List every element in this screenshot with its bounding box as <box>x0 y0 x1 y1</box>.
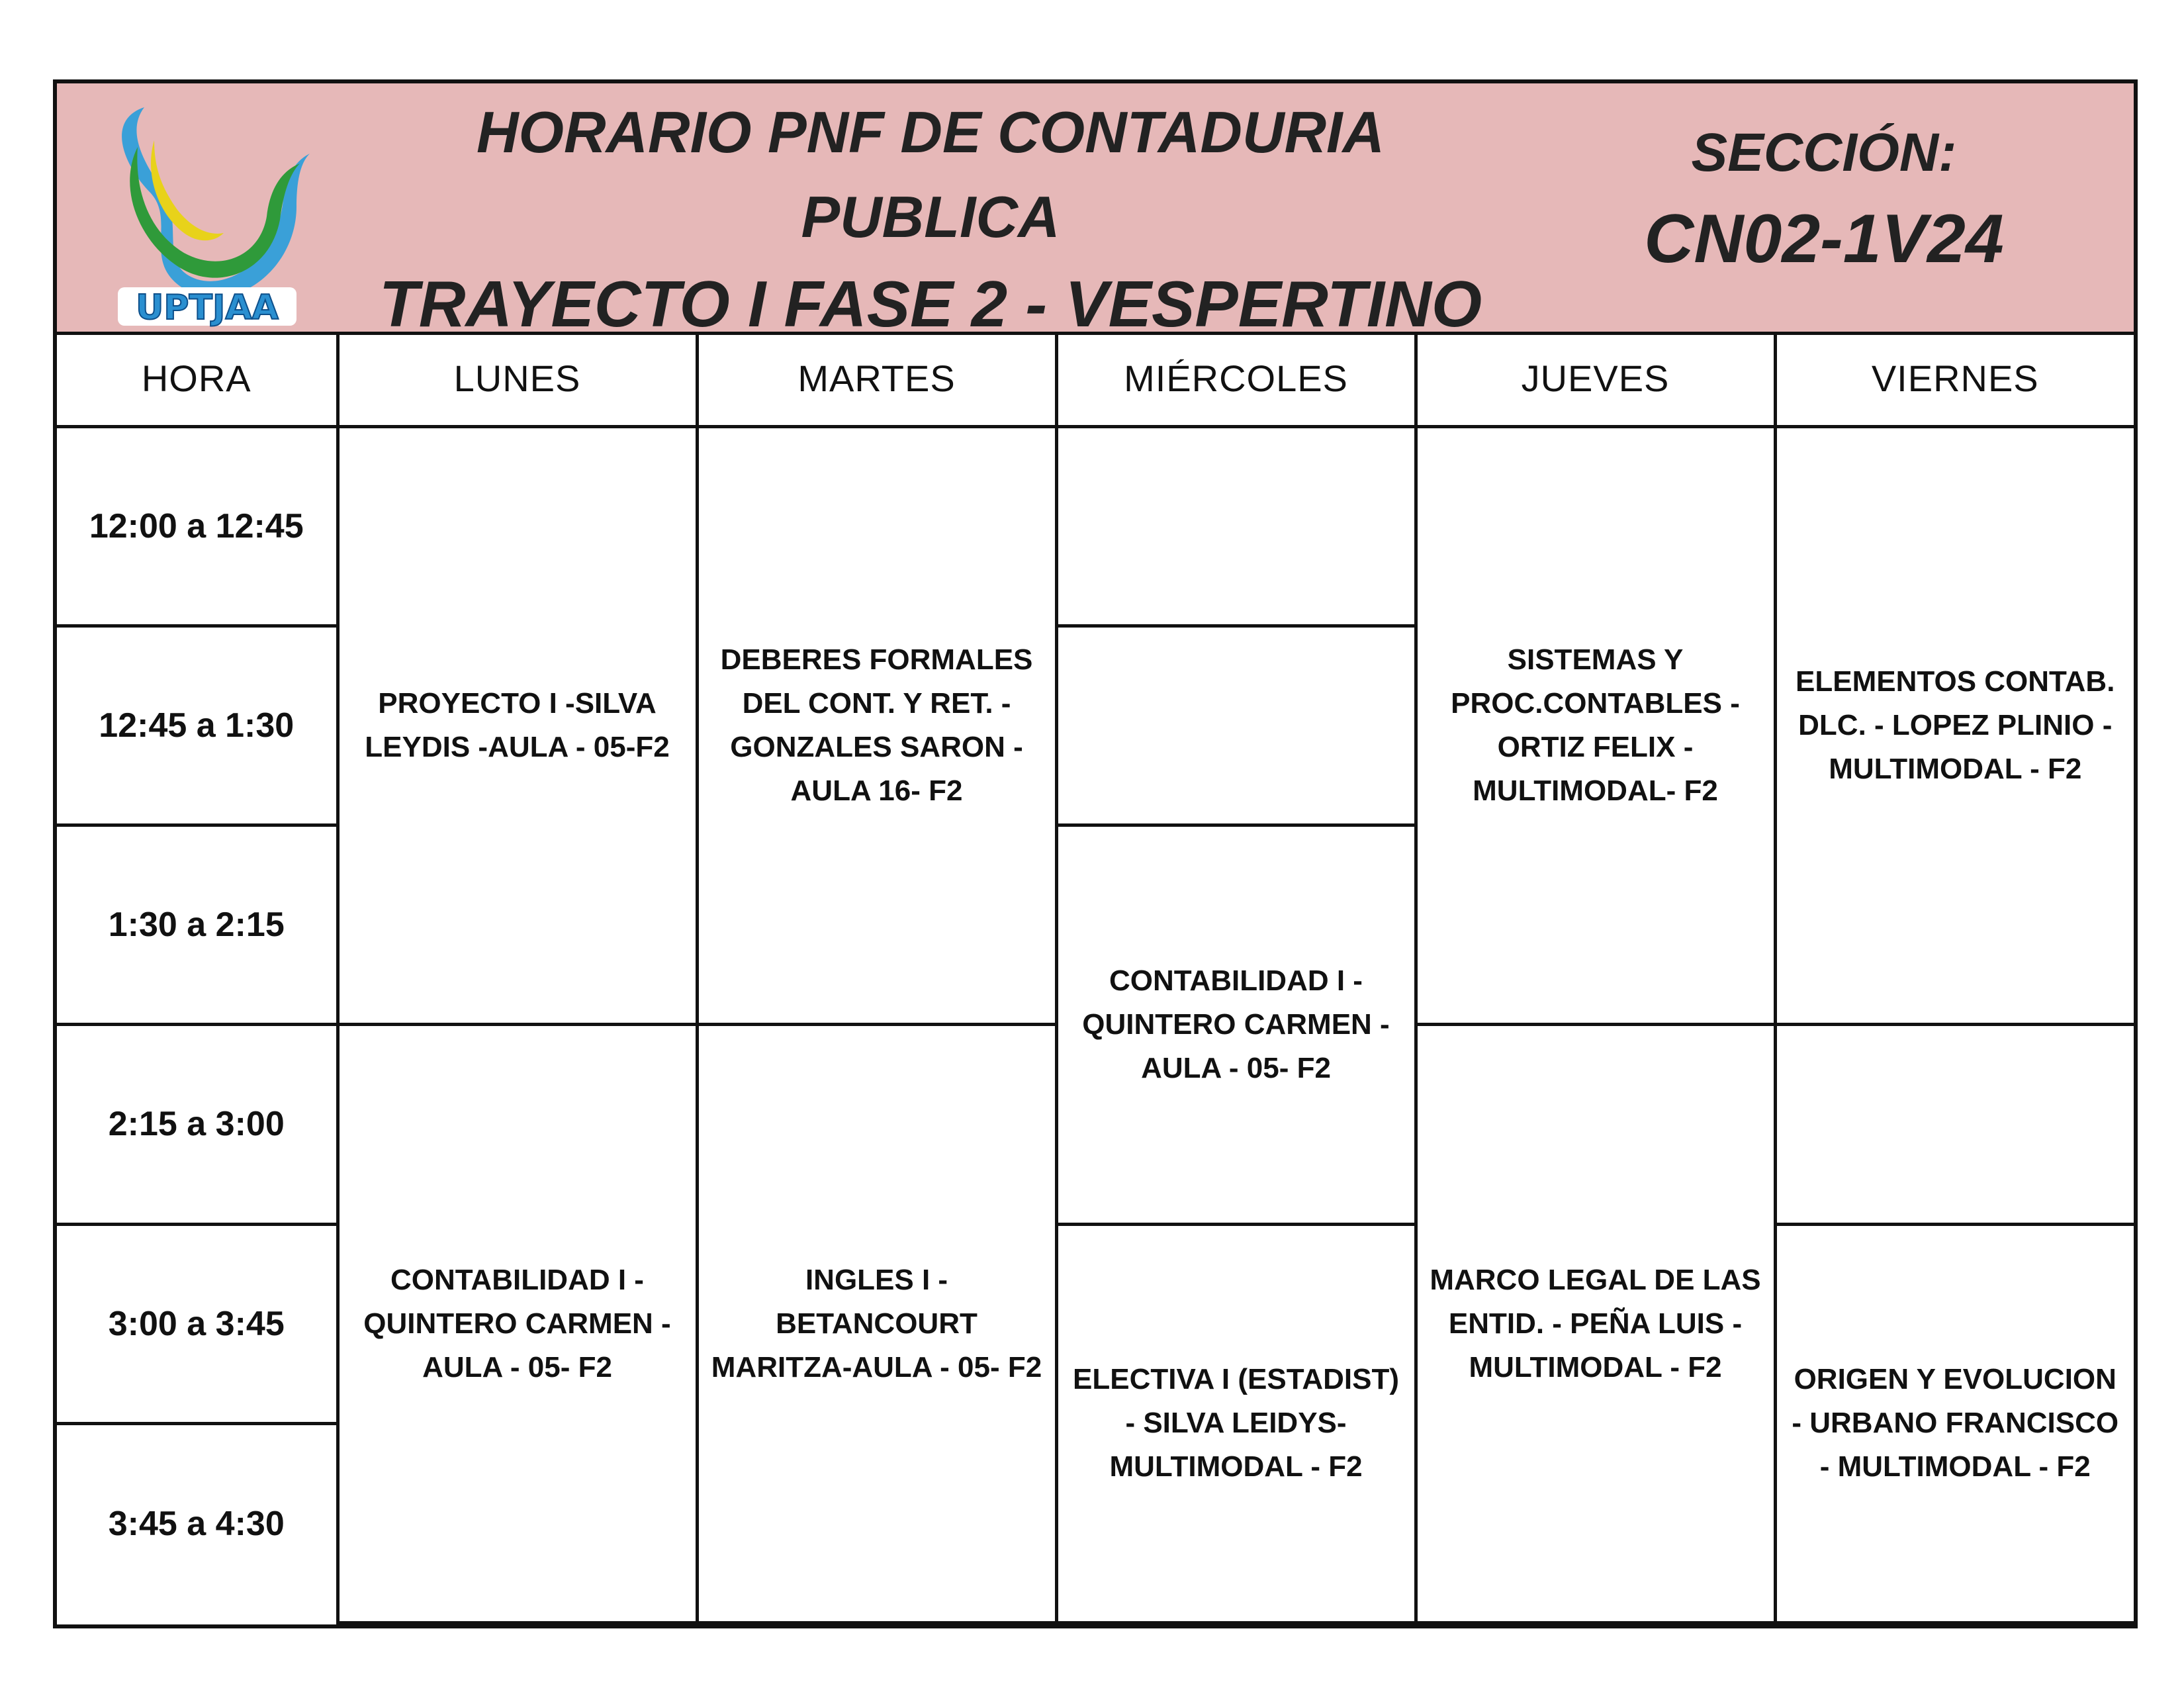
col-miercoles: MIÉRCOLES <box>1056 332 1416 426</box>
class-cell-miercoles-1: CONTABILIDAD I - QUINTERO CARMEN - AULA - 05- F2 <box>1056 825 1416 1224</box>
class-cell-lunes-2: CONTABILIDAD I - QUINTERO CARMEN - AULA - 05- F2 <box>338 1025 697 1623</box>
section-label: SECCIÓN: <box>1691 122 1957 183</box>
class-cell-lunes-1: PROYECTO I -SILVA LEYDIS -AULA - 05-F2 <box>338 426 697 1025</box>
class-cell-jueves-2: MARCO LEGAL DE LAS ENTID. - PEÑA LUIS - MULTIMODAL - F2 <box>1416 1025 1775 1623</box>
class-cell-viernes-2: ORIGEN Y EVOLUCION - URBANO FRANCISCO - MULTIMODAL - F2 <box>1775 1224 2134 1622</box>
table-row <box>57 426 2134 626</box>
col-jueves: JUEVES <box>1416 332 1775 426</box>
schedule-title <box>348 90 1513 349</box>
section-code: CN02-1V24 <box>1644 201 2004 277</box>
header-row <box>57 332 2134 426</box>
class-cell-martes-2: INGLES I -BETANCOURT MARITZA-AULA - 05- F2 <box>697 1025 1056 1623</box>
schedule-table <box>57 332 2134 1624</box>
class-cell-jueves-1: SISTEMAS Y PROC.CONTABLES - ORTIZ FELIX - MULTIMODAL- F2 <box>1416 426 1775 1025</box>
col-viernes: VIERNES <box>1775 332 2134 426</box>
class-cell-viernes-1: ELEMENTOS CONTAB. DLC. - LOPEZ PLINIO - MULTIMODAL - F2 <box>1775 426 2134 1025</box>
logo-text: UPTJAA <box>136 288 279 328</box>
hour-cell: 1:30 a 2:15 <box>57 825 338 1025</box>
hour-cell: 12:45 a 1:30 <box>57 626 338 825</box>
empty-cell <box>1775 1025 2134 1224</box>
hour-cell: 3:00 a 3:45 <box>57 1224 338 1423</box>
title-line-2: PUBLICA <box>801 184 1060 250</box>
col-lunes: LUNES <box>338 332 697 426</box>
col-hora: HORA <box>57 332 338 426</box>
schedule-sheet <box>53 79 2138 1628</box>
hour-cell: 3:45 a 4:30 <box>57 1423 338 1622</box>
class-cell-miercoles-2: ELECTIVA I (ESTADIST) - SILVA LEIDYS- MULTIMODAL - F2 <box>1056 1224 1416 1622</box>
col-martes: MARTES <box>697 332 1056 426</box>
empty-cell <box>1056 426 1416 626</box>
hour-cell: 2:15 a 3:00 <box>57 1025 338 1224</box>
schedule-header <box>57 83 2134 340</box>
title-line-3: TRAYECTO I FASE 2 - VESPERTINO <box>379 267 1482 340</box>
class-cell-martes-1: DEBERES FORMALES DEL CONT. Y RET. -GONZALES SARON - AULA 16- F2 <box>697 426 1056 1025</box>
section-info <box>1553 113 2095 285</box>
uptjaa-logo <box>98 94 316 330</box>
title-line-1: HORARIO PNF DE CONTADURIA <box>476 99 1385 165</box>
empty-cell <box>1056 626 1416 825</box>
hour-cell: 12:00 a 12:45 <box>57 426 338 626</box>
